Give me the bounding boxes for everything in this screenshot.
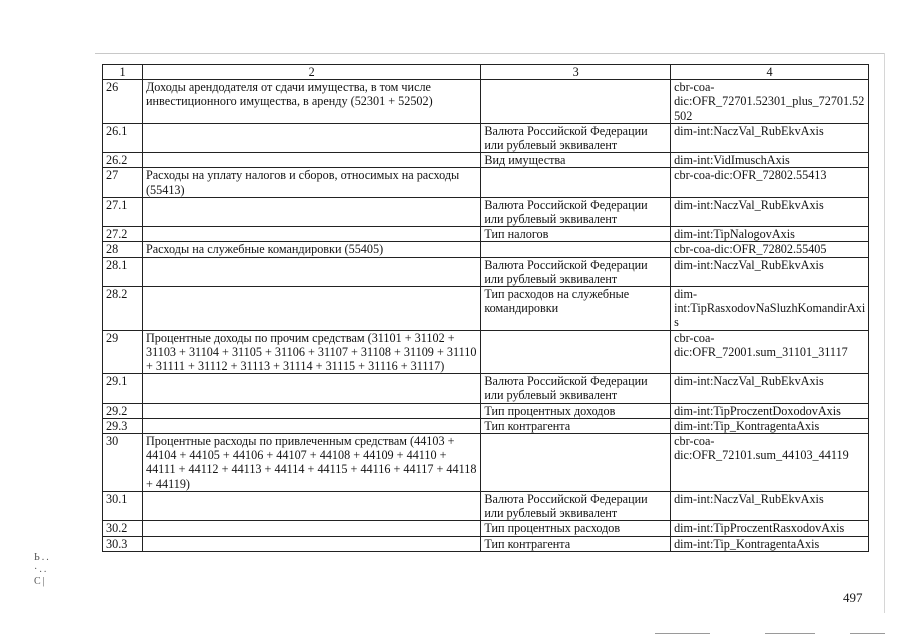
row-number-cell: 26	[103, 80, 143, 124]
row-axis-cell: Тип контрагента	[481, 536, 671, 551]
row-description-cell	[142, 374, 480, 403]
row-number-cell: 26.2	[103, 153, 143, 168]
table-row	[103, 197, 869, 226]
row-code-cell: dim-int:NaczVal_RubEkvAxis	[671, 374, 869, 403]
row-number-cell: 28.1	[103, 257, 143, 286]
row-code-cell: dim-int:NaczVal_RubEkvAxis	[671, 197, 869, 226]
row-description-cell	[142, 536, 480, 551]
row-axis-cell	[481, 434, 671, 492]
table-row	[103, 521, 869, 536]
row-axis-cell: Тип налогов	[481, 227, 671, 242]
margin-mark: Ь..	[34, 552, 51, 563]
table-row	[103, 257, 869, 286]
row-code-cell: cbr-coa-dic:OFR_72101.sum_44103_44119	[671, 434, 869, 492]
page-edge-top	[95, 53, 885, 54]
row-axis-cell	[481, 242, 671, 257]
row-code-cell: dim-int:VidImuschAxis	[671, 153, 869, 168]
row-number-cell: 27.1	[103, 197, 143, 226]
table-row	[103, 434, 869, 492]
table-row	[103, 330, 869, 374]
table-header-row	[103, 65, 869, 80]
row-description-cell: Расходы на служебные командировки (55405)	[142, 242, 480, 257]
row-code-cell: dim-int:NaczVal_RubEkvAxis	[671, 257, 869, 286]
row-axis-cell: Валюта Российской Федерации или рублевый эквивалент	[481, 491, 671, 520]
header-cell-3: 3	[481, 65, 671, 80]
row-axis-cell	[481, 80, 671, 124]
row-number-cell: 27.2	[103, 227, 143, 242]
row-description-cell: Процентные расходы по привлеченным средствам (44103 + 44104 + 44105 + 44106 + 44107 + 44108 + 44109 + 44110 + 44111 + 44112 + 44113 + 44114 + 44115 + 44116 + 44117 + 44118 + 44119)	[142, 434, 480, 492]
row-axis-cell	[481, 168, 671, 197]
row-code-cell: dim-int:Tip_KontragentaAxis	[671, 536, 869, 551]
bottom-rule	[765, 633, 815, 634]
margin-mark: ·..	[34, 564, 49, 575]
row-number-cell: 30.1	[103, 491, 143, 520]
row-code-cell: dim-int:NaczVal_RubEkvAxis	[671, 123, 869, 152]
header-cell-1: 1	[103, 65, 143, 80]
row-code-cell: cbr-coa-dic:OFR_72802.55413	[671, 168, 869, 197]
row-code-cell: cbr-coa-dic:OFR_72001.sum_31101_31117	[671, 330, 869, 374]
table-row	[103, 418, 869, 433]
row-code-cell: dim-int:TipProczentRasxodovAxis	[671, 521, 869, 536]
header-cell-4: 4	[671, 65, 869, 80]
row-axis-cell: Валюта Российской Федерации или рублевый эквивалент	[481, 374, 671, 403]
row-description-cell: Процентные доходы по прочим средствам (31101 + 31102 + 31103 + 31104 + 31105 + 31106 + 31107 + 31108 + 31109 + 31110 + 31111 + 31112 + 31113 + 31114 + 31115 + 31116 + 31117)	[142, 330, 480, 374]
table-row	[103, 168, 869, 197]
margin-mark: С|	[34, 576, 47, 587]
bottom-rule	[850, 633, 885, 634]
row-description-cell	[142, 403, 480, 418]
row-number-cell: 26.1	[103, 123, 143, 152]
table-row	[103, 403, 869, 418]
row-description-cell	[142, 521, 480, 536]
table-row	[103, 123, 869, 152]
row-description-cell	[142, 153, 480, 168]
row-axis-cell: Вид имущества	[481, 153, 671, 168]
row-number-cell: 30	[103, 434, 143, 492]
table-row	[103, 374, 869, 403]
table-row	[103, 491, 869, 520]
row-axis-cell: Валюта Российской Федерации или рублевый эквивалент	[481, 257, 671, 286]
row-description-cell: Доходы арендодателя от сдачи имущества, в том числе инвестиционного имущества, в аренду (52301 + 52502)	[142, 80, 480, 124]
row-description-cell	[142, 287, 480, 331]
row-axis-cell: Тип контрагента	[481, 418, 671, 433]
row-axis-cell: Валюта Российской Федерации или рублевый эквивалент	[481, 123, 671, 152]
row-description-cell	[142, 418, 480, 433]
table-row	[103, 227, 869, 242]
row-description-cell	[142, 257, 480, 286]
table-row	[103, 153, 869, 168]
row-code-cell: cbr-coa-dic:OFR_72802.55405	[671, 242, 869, 257]
row-number-cell: 27	[103, 168, 143, 197]
row-axis-cell: Тип процентных доходов	[481, 403, 671, 418]
row-code-cell: cbr-coa-dic:OFR_72701.52301_plus_72701.52502	[671, 80, 869, 124]
row-description-cell	[142, 123, 480, 152]
row-axis-cell: Валюта Российской Федерации или рублевый эквивалент	[481, 197, 671, 226]
page-edge-right	[884, 53, 885, 613]
row-axis-cell	[481, 330, 671, 374]
table-row	[103, 80, 869, 124]
row-code-cell: dim-int:NaczVal_RubEkvAxis	[671, 491, 869, 520]
document-table	[102, 64, 869, 552]
row-number-cell: 29	[103, 330, 143, 374]
table-row	[103, 242, 869, 257]
row-description-cell	[142, 227, 480, 242]
row-number-cell: 30.2	[103, 521, 143, 536]
row-code-cell: dim-int:TipProczentDoxodovAxis	[671, 403, 869, 418]
row-number-cell: 29.1	[103, 374, 143, 403]
row-code-cell: dim-int:TipRasxodovNaSluzhKomandirAxis	[671, 287, 869, 331]
row-number-cell: 28.2	[103, 287, 143, 331]
row-number-cell: 29.2	[103, 403, 143, 418]
table-row	[103, 536, 869, 551]
bottom-rule	[655, 633, 710, 634]
row-description-cell	[142, 491, 480, 520]
row-axis-cell: Тип процентных расходов	[481, 521, 671, 536]
row-description-cell: Расходы на уплату налогов и сборов, относимых на расходы (55413)	[142, 168, 480, 197]
row-axis-cell: Тип расходов на служебные командировки	[481, 287, 671, 331]
row-code-cell: dim-int:Tip_KontragentaAxis	[671, 418, 869, 433]
row-number-cell: 30.3	[103, 536, 143, 551]
row-number-cell: 29.3	[103, 418, 143, 433]
page-number: 497	[843, 590, 863, 605]
row-description-cell	[142, 197, 480, 226]
row-number-cell: 28	[103, 242, 143, 257]
table-row	[103, 287, 869, 331]
row-code-cell: dim-int:TipNalogovAxis	[671, 227, 869, 242]
header-cell-2: 2	[142, 65, 480, 80]
